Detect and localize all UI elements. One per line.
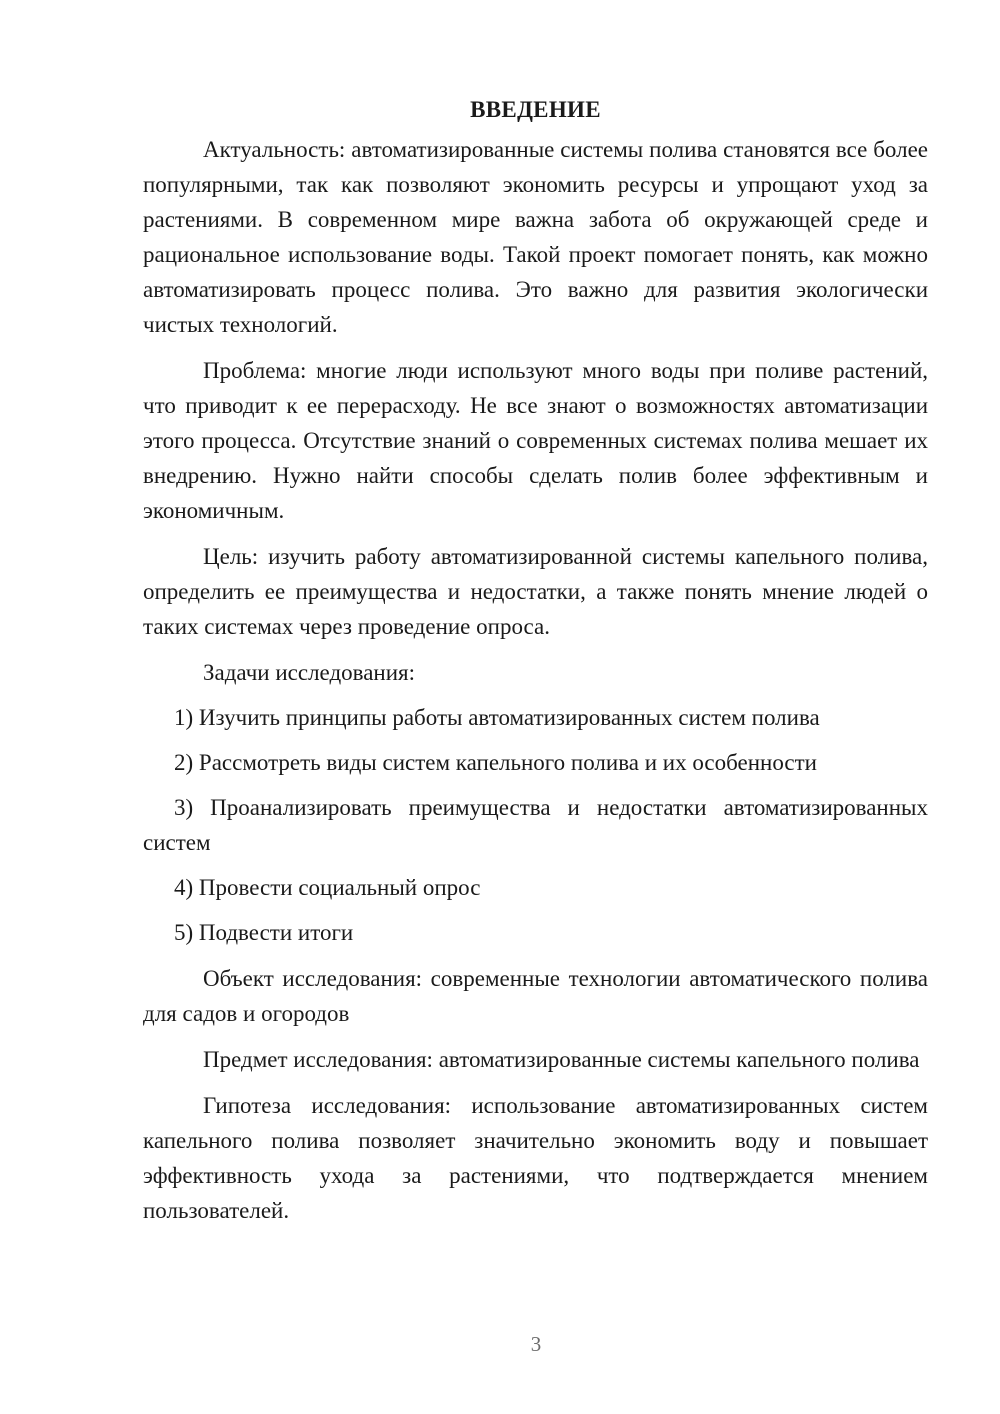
problem-paragraph: Проблема: многие люди используют много воды при поливе растений, что приводит к ее перерасходу. Не все знают о возможностях автоматизации этого процесса. Отсутствие знаний о современных системах полива мешает их внедрению. Нужно найти способы сделать полив более эффективным и экономичным. [143,358,928,523]
task-item-1: 1) Изучить принципы работы автоматизированных систем полива [174,705,820,730]
task-item-4: 4) Провести социальный опрос [174,875,481,900]
hypothesis-paragraph: Гипотеза исследования: использование автоматизированных систем капельного полива позволяет значительно экономить воду и повышает эффективность ухода за растениями, что подтверждается мнением пользователей. [143,1093,928,1223]
tasks-heading: Задачи исследования: [203,660,416,685]
subject-paragraph: Предмет исследования: автоматизированные системы капельного полива [203,1047,920,1072]
page-title: ВВЕДЕНИЕ [470,97,601,122]
page-number: 3 [530,1332,542,1356]
page-content [143,96,928,1228]
task-item-2: 2) Рассмотреть виды систем капельного полива и их особенности [174,750,817,775]
object-paragraph: Объект исследования: современные технологии автоматического полива для садов и огородов [143,966,928,1026]
goal-paragraph: Цель: изучить работу автоматизированной системы капельного полива, определить ее преимущества и недостатки, а также понять мнение людей о таких системах через проведение опроса. [143,544,928,639]
task-item-3: 3) Проанализировать преимущества и недостатки автоматизированных систем [143,795,928,855]
relevance-paragraph: Актуальность: автоматизированные системы полива становятся все более популярными, так как позволяют экономить ресурсы и упрощают уход за растениями. В современном мире важна забота об окружающей среде и рациональное использование воды. Такой проект помогает понять, как можно автоматизировать процесс полива. Это важно для развития экологически чистых технологий. [143,137,928,337]
task-item-5: 5) Подвести итоги [174,920,354,945]
